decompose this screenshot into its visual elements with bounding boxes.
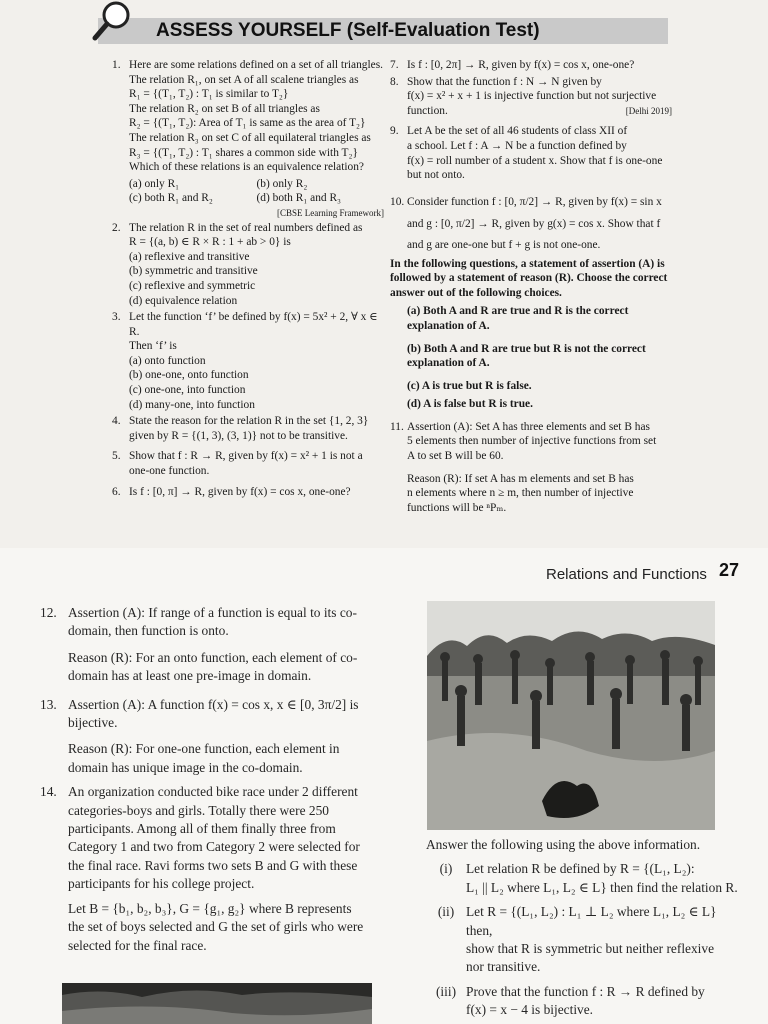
subquestion-iii: (iii) Prove that the function f : R → R defined by f(x) = x − 4 is bijective. (435, 983, 705, 1018)
subquestion-i: (i) Let relation R be defined by R = {(L₁, L₂): L₁ || L₂ where L₁, L₂ ∈ L} then find the relation R. (439, 861, 738, 895)
question-4: 4. State the reason for the relation R in the set {1, 2, 3} given by R = {(1, 3), (3, 1)} not to be transitive. (112, 415, 369, 442)
choice-c: (c) A is true but R is false. (407, 379, 532, 392)
q8-source: [Delhi 2019] (625, 105, 672, 116)
answer-lead: Answer the following using the above information. (426, 837, 701, 852)
subquestion-ii: (ii) Let R = {(L₁, L₂) : L₁ ⊥ L₂ where L₁, L₂ ∈ L} then, show that R is symmetric but neither reflexive nor transitive. (437, 904, 717, 975)
question-12: 12. Assertion (A): If range of a function is equal to its co- domain, then function is onto. Reason (R): For an onto function, each element of co- domain has at least one pre-image in domain. (40, 605, 358, 684)
page-number: 27 (719, 560, 740, 580)
q1-source: [CBSE Learning Framework] (277, 207, 384, 218)
question-14: 14. An organization conducted bike race under 2 different categories-boys and girls. Totally there were 250 participants. Among all of them finally three from Category 1 and two from Category 2 were selected for the final race. Ravi forms two sets B and G with these participants for his college project. Let B = {b₁, b₂, b₃}, G = {g₁, g₂} where B represents the set of boys selected and G the set of girls who were selected for the final race. (40, 784, 364, 953)
left-column (112, 58, 384, 501)
bike-race-photo (62, 983, 372, 1024)
choice-a: (a) Both A and R are true and R is the correct explanation of A. (407, 305, 629, 332)
question-10: 10. Consider function f : [0, π/2] → R, given by f(x) = sin x and g : [0, π/2] → R, given by g(x) = cos x. Show that f and g are one-one but f + g is not one-one. (390, 195, 662, 251)
assertion-instructions: In the following questions, a statement of assertion (A) is followed by a statement of reason (R). Choose the correct answer out of the following choices. (390, 257, 668, 299)
choice-d: (d) A is false but R is true. (407, 398, 533, 411)
choice-b: (b) Both A and R are true but R is not the correct explanation of A. (407, 342, 646, 370)
chapter-title: Relations and Functions (546, 566, 707, 583)
lower-left-column (40, 604, 382, 961)
question-13: 13. Assertion (A): A function f(x) = cos x, x ∈ [0, 3π/2] is bijective. Reason (R): For one-one function, each element in domain has unique image in the co-domain. (40, 696, 359, 775)
tree-planting-photo (427, 601, 715, 830)
q1-options-row-2: (c) both R₁ and R₂ (d) both R₁ and R₃ (129, 192, 342, 205)
question-9: 9. Let A be the set of all 46 students of class XII of a school. Let f : A → N be a function defined by f(x) = roll number of a student x. Show that f is one-one but not onto. (390, 125, 663, 182)
question-8: 8. Show that the function f : N → N given by f(x) = x² + x + 1 is injective function but not surjective function. [Delhi 2019] (390, 75, 672, 117)
right-column (390, 58, 672, 517)
question-7: 7. Is f : [0, 2π] → R, given by f(x) = cos x, one-one? (390, 59, 635, 71)
section-banner (98, 18, 668, 44)
question-11: 11. Assertion (A): Set A has three elements and set B has 5 elements then number of injective functions from set A to set B will be 60. Reason (R): If set A has m elements and set B has n elements where n ≥ m, then number of injective functions will be ⁿPₘ. (390, 420, 657, 514)
question-1: 1. Here are some relations defined on a set of all triangles. The relation R₁, on set A of all scalene triangles as R₁ = {(T₁, T₂) : T₁ is similar to T₂} The relation R₂ on set B of all triangles as R₂ = {(T₁, T₂): Area of T₁ is same as the area of T₂} The relation R₃ on set C of all equilateral triangles as R₃ = {(T₁, T₂) : T₁ shares a common side with T₂} Which of these relations is an equivalence relation? (112, 59, 383, 174)
q1-options-row-1: (a) only R₁ (b) only R₂ (129, 177, 308, 190)
question-3: 3. Let the function ‘f’ be defined by f(x) = 5x² + 2, ∀ x ∈ R. Then ‘f’ is (a) onto function (b) one-one, onto function (c) one-one, into function (d) many-one, into function (112, 311, 378, 411)
lower-right-column (426, 836, 738, 1024)
question-5: 5. Show that f : R → R, given by f(x) = x² + 1 is not a one-one function. (112, 450, 363, 478)
magnifier-icon (90, 0, 136, 44)
question-2: 2. The relation R in the set of real numbers defined as R = {(a, b) ∈ R × R : 1 + ab > 0} is (a) reflexive and transitive (b) symmetric and transitive (c) reflexive and symmetric (d) equivalence relation (112, 221, 363, 307)
banner-title: ASSESS YOURSELF (Self-Evaluation Test) (156, 20, 540, 41)
question-6: 6. Is f : [0, π] → R, given by f(x) = cos x, one-one? (112, 485, 351, 498)
